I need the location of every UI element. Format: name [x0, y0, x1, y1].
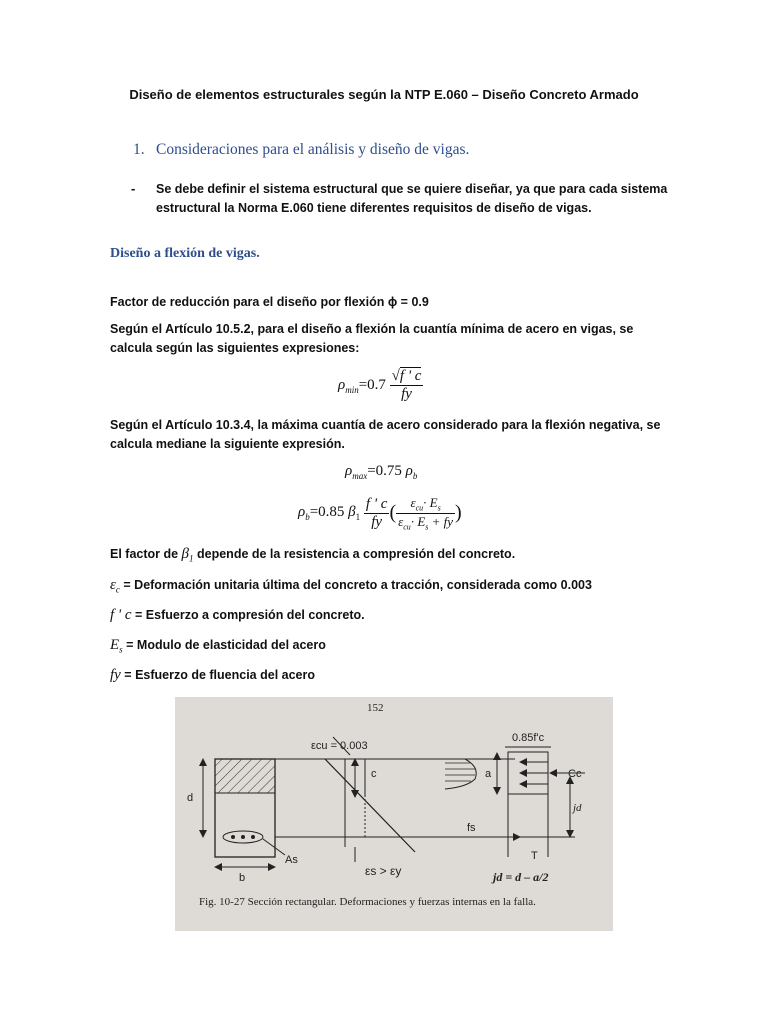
subsection-heading: Diseño a flexión de vigas. [110, 246, 260, 261]
bullet-text: Se debe definir el sistema estructural que se quiere diseñar, ya que para cada sistema estructural la Norma E.060 tiene diferentes requisitos de diseño de vigas. [156, 182, 668, 215]
definition-beta-pre: El factor de [110, 547, 182, 561]
eq-rho-max-rhs: =0.75 [367, 463, 406, 479]
definition-epsilon-post: = Deformación unitaria última del concreto a tracción, considerada como 0.003 [119, 578, 592, 592]
eq-rho-min-lhs: ρ [338, 376, 346, 393]
definition-es-symbol: E [110, 637, 120, 653]
figure-d-label: d [187, 792, 194, 804]
eq-rho-b-e-den-sub: cu [403, 522, 411, 532]
eq-rho-b-e-num-rest: · E [423, 495, 438, 510]
paragraph-rho-max: Según el Artículo 10.3.4, la máxima cuantía de acero considerado para la flexión negativa, se calcula mediane la siguiente expresión. [110, 418, 661, 451]
definition-beta-symbol: β [181, 546, 190, 562]
equation-rho-max [345, 463, 417, 481]
as-leader-line [263, 839, 285, 855]
eq-rho-b-f-den: fy [371, 513, 383, 530]
section-text: Consideraciones para el análisis y diseño de vigas. [156, 141, 470, 158]
eq-rho-b-beta: β [348, 504, 356, 521]
eq-rho-max-lhs: ρ [345, 463, 353, 479]
strain-diagram [275, 737, 575, 862]
eq-rho-b-e-num: ε [410, 495, 416, 510]
eq-rho-b-e-den: ε [398, 513, 404, 529]
definition-fc-post: = Esfuerzo a compresión del concreto. [131, 608, 365, 622]
figure-b-label: b [239, 872, 246, 884]
stress-block [415, 747, 585, 857]
eq-rho-min-num: f ' c [399, 368, 422, 384]
eq-rho-b-beta-sub: 1 [355, 512, 361, 523]
figure-cc-label: Cc [568, 768, 582, 780]
eq-rho-min-eq: =0.7 [358, 376, 386, 393]
eq-rho-b-e-den-tail: + fy [431, 513, 454, 529]
definition-es [110, 636, 670, 660]
eq-rho-b-e-den-rest-sub: s [425, 522, 429, 532]
eq-rho-b-e-num-rest-sub: s [437, 503, 441, 513]
definition-beta-sub: 1 [189, 553, 194, 564]
eq-rho-max-rho-sub: b [412, 471, 418, 481]
paragraph-rho-min: Según el Artículo 10.5.2, para el diseño a flexión la cuantía mínima de acero en vigas, se calcula según las siguientes expresiones: [110, 322, 634, 355]
figure-fs-label: fs [467, 822, 476, 834]
definition-fy-post: = Esfuerzo de fluencia del acero [120, 668, 315, 682]
definition-beta [110, 545, 670, 569]
eq-rho-b-sub: b [305, 512, 310, 523]
paragraph-factor: Factor de reducción para el diseño por flexión ϕ = 0.9 [110, 295, 429, 309]
eq-rho-b-f-num: f ' c [365, 495, 388, 512]
definition-epsilon-sub: c [115, 584, 120, 595]
eq-rho-b-lhs: ρ [298, 504, 306, 521]
bullet-marker: - [131, 181, 136, 196]
document-title: Diseño de elementos estructurales según la NTP E.060 – Diseño Concreto Armado [129, 87, 639, 102]
cross-section [203, 759, 275, 867]
definition-es-sub: s [119, 644, 123, 655]
definition-fy-symbol: fy [110, 667, 121, 683]
figure-ecu-label: εcu = 0.003 [311, 740, 368, 752]
definition-es-post: = Modulo de elasticidad del acero [122, 638, 326, 652]
figure-a-label: a [485, 768, 492, 780]
figure-jd-label: jd [573, 802, 582, 814]
definition-fc-symbol: f ' c [110, 607, 132, 623]
definition-fy [110, 666, 670, 685]
definition-beta-post: depende de la resistencia a compresión del concreto. [193, 547, 516, 561]
section-heading [133, 141, 469, 159]
figure-c-label: c [371, 768, 377, 780]
section-number: 1. [133, 141, 145, 158]
figure-es-label: εs > εy [365, 864, 402, 878]
definition-fc [110, 606, 670, 625]
figure-page-number: 152 [367, 702, 384, 714]
beam-section-figure [175, 697, 613, 931]
eq-rho-b-coef: =0.85 [309, 504, 349, 521]
eq-rho-b-e-den-rest: · E [410, 513, 426, 529]
eq-rho-b-e-num-sub: cu [415, 503, 424, 513]
definition-epsilon-c [110, 576, 670, 600]
eq-rho-max-rho: ρ [405, 463, 413, 479]
equation-rho-b: $\rho_b=0.85$ $\beta_1$ $\frac{f ' c}{fy}$ ( $\frac{\varepsilon_{cu}\cdot E_s}{\varepsilon_{cu}\cdot E_s + fy}$ ) [298, 495, 462, 532]
eq-rho-max-sub: max [352, 471, 368, 481]
figure-t-label: T [531, 850, 538, 862]
definition-epsilon-symbol: ε [110, 577, 116, 593]
figure-jd-formula: jd = d – a/2 [493, 870, 549, 884]
figure-as-label: As [285, 854, 298, 866]
figure-fc-label: 0.85f'c [512, 732, 545, 744]
eq-rho-min-den: fy [401, 386, 412, 402]
eq-rho-min-sub: min [345, 384, 359, 395]
equation-rho-min: $\rho_{min}=0.7$ $\frac{√f ' c}{fy}$ [338, 368, 422, 402]
figure-caption: Fig. 10-27 Sección rectangular. Deformaciones y fuerzas internas en la falla. [199, 896, 536, 908]
